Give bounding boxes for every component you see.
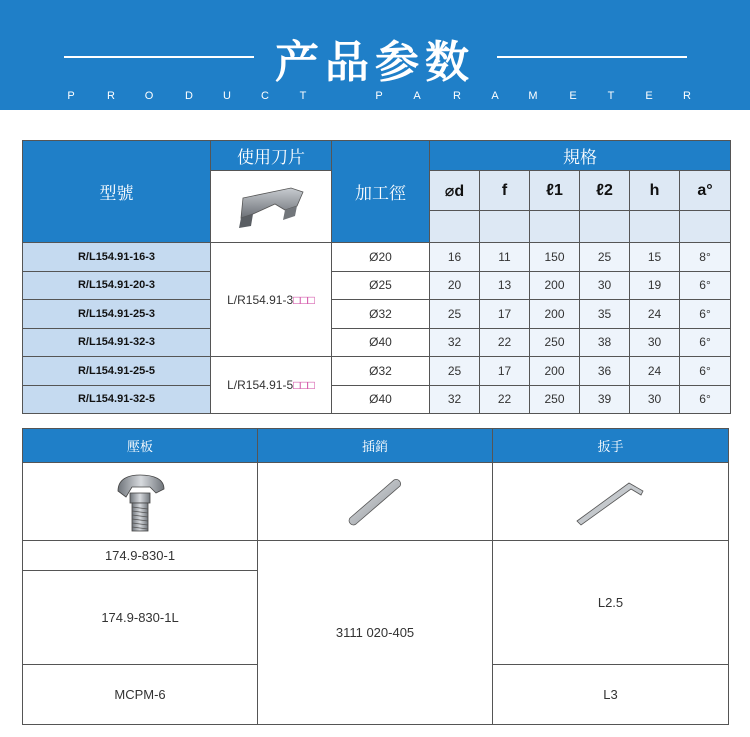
spec-header-d: ⌀d xyxy=(430,171,480,211)
insert-blade-icon xyxy=(231,182,311,232)
spec-h-cell: 24 xyxy=(630,300,680,329)
pin-header: 插銷 xyxy=(258,429,493,463)
diameter-cell: Ø40 xyxy=(332,385,430,414)
spec-header-l2-cont xyxy=(580,211,630,243)
spec-a-cell: 8° xyxy=(680,243,731,272)
diameter-cell: Ø32 xyxy=(332,300,430,329)
blade-image xyxy=(211,171,332,243)
spec-row xyxy=(23,328,731,357)
spec-a-cell: 6° xyxy=(680,385,731,414)
spec-l2-cell: 35 xyxy=(580,300,630,329)
spec-l1-cell: 150 xyxy=(530,243,580,272)
banner-subtitle-letter: E xyxy=(569,90,577,102)
clamp-icon xyxy=(110,469,170,535)
spec-l1-cell: 250 xyxy=(530,385,580,414)
banner-subtitle-letter: R xyxy=(107,90,115,102)
spec-header-f-cont xyxy=(480,211,530,243)
spec-l1-cell: 200 xyxy=(530,357,580,386)
spec-row xyxy=(23,243,731,272)
spec-l1-cell: 200 xyxy=(530,271,580,300)
diameter-cell: Ø20 xyxy=(332,243,430,272)
banner-subtitle-letter: R xyxy=(453,90,461,102)
spec-h-cell: 24 xyxy=(630,357,680,386)
banner-subtitle-letter: E xyxy=(645,90,653,102)
spec-header-d-cont xyxy=(430,211,480,243)
spec-d-cell: 32 xyxy=(430,385,480,414)
spec-d-cell: 16 xyxy=(430,243,480,272)
spec-header-l2: ℓ2 xyxy=(580,171,630,211)
spec-h-cell: 30 xyxy=(630,385,680,414)
spec-f-cell: 13 xyxy=(480,271,530,300)
spec-row xyxy=(23,357,731,386)
parts-table xyxy=(22,428,729,725)
spec-l2-cell: 39 xyxy=(580,385,630,414)
spec-f-cell: 22 xyxy=(480,328,530,357)
spec-a-cell: 6° xyxy=(680,271,731,300)
clamp-header: 壓板 xyxy=(23,429,258,463)
spec-row xyxy=(23,300,731,329)
wrench-part-2: L3 xyxy=(493,665,729,725)
spec-l2-cell: 38 xyxy=(580,328,630,357)
spec-a-cell: 6° xyxy=(680,357,731,386)
spec-f-cell: 17 xyxy=(480,357,530,386)
spec-h-cell: 19 xyxy=(630,271,680,300)
hex-wrench-icon xyxy=(571,477,651,527)
pin-icon xyxy=(340,472,410,532)
spec-l2-cell: 36 xyxy=(580,357,630,386)
spec-header-a: a° xyxy=(680,171,731,211)
spec-l2-cell: 30 xyxy=(580,271,630,300)
spec-header-l1-cont xyxy=(530,211,580,243)
banner-subtitle-letter: R xyxy=(683,90,691,102)
banner-subtitle-letter: M xyxy=(528,90,538,102)
model-cell: R/L154.91-25-3 xyxy=(23,300,211,329)
banner-subtitle-letter: U xyxy=(223,90,231,102)
pin-part: 3111 020-405 xyxy=(258,541,493,725)
col-diameter-header: 加工徑 xyxy=(332,141,430,243)
banner-subtitle-letter: P xyxy=(375,90,383,102)
banner-subtitle-letter: D xyxy=(185,90,193,102)
banner-subtitle-letter: C xyxy=(261,90,269,102)
banner-right-rule xyxy=(497,56,687,58)
clamp-part-2: 174.9-830-1L xyxy=(23,571,258,665)
banner-title: 产品参数 xyxy=(275,37,475,88)
header-banner xyxy=(0,0,750,110)
spec-table xyxy=(22,140,731,414)
spec-row xyxy=(23,385,731,414)
model-cell: R/L154.91-25-5 xyxy=(23,357,211,386)
spec-a-cell: 6° xyxy=(680,328,731,357)
model-cell: R/L154.91-16-3 xyxy=(23,243,211,272)
pin-image xyxy=(258,463,493,541)
banner-subtitle-letter: P xyxy=(67,90,75,102)
spec-l2-cell: 25 xyxy=(580,243,630,272)
banner-subtitle-letter: A xyxy=(491,90,499,102)
wrench-part-1: L2.5 xyxy=(493,541,729,665)
spec-row xyxy=(23,271,731,300)
blade-code-suffix: □□□ xyxy=(293,292,315,307)
spec-header-h-cont xyxy=(630,211,680,243)
wrench-header: 扳手 xyxy=(493,429,729,463)
spec-d-cell: 25 xyxy=(430,357,480,386)
spec-header-a-cont xyxy=(680,211,731,243)
spec-a-cell: 6° xyxy=(680,300,731,329)
clamp-part-3: MCPM-6 xyxy=(23,665,258,725)
blade-code-suffix: □□□ xyxy=(293,378,315,392)
col-specs-header: 規格 xyxy=(430,141,731,171)
diameter-cell: Ø32 xyxy=(332,357,430,386)
banner-subtitle-letter: O xyxy=(144,90,154,102)
blade-code-cell xyxy=(211,357,332,414)
spec-d-cell: 25 xyxy=(430,300,480,329)
col-model-header: 型號 xyxy=(23,141,211,243)
clamp-part-1: 174.9-830-1 xyxy=(23,541,258,571)
wrench-image xyxy=(493,463,729,541)
spec-f-cell: 17 xyxy=(480,300,530,329)
spec-h-cell: 15 xyxy=(630,243,680,272)
spec-f-cell: 22 xyxy=(480,385,530,414)
spec-h-cell: 30 xyxy=(630,328,680,357)
blade-code-prefix: L/R154.91-5 xyxy=(227,378,294,392)
spec-header-f: f xyxy=(480,171,530,211)
banner-subtitle-letter: T xyxy=(299,90,307,102)
banner-subtitle-letter: A xyxy=(413,90,421,102)
model-cell: R/L154.91-32-5 xyxy=(23,385,211,414)
model-cell: R/L154.91-32-3 xyxy=(23,328,211,357)
model-cell: R/L154.91-20-3 xyxy=(23,271,211,300)
col-blade-header: 使用刀片 xyxy=(211,141,332,171)
banner-subtitle-letter: T xyxy=(607,90,615,102)
diameter-cell: Ø40 xyxy=(332,328,430,357)
clamp-image xyxy=(23,463,258,541)
blade-code-cell xyxy=(211,243,332,357)
spec-header-h: h xyxy=(630,171,680,211)
spec-l1-cell: 250 xyxy=(530,328,580,357)
spec-l1-cell: 200 xyxy=(530,300,580,329)
blade-code-prefix: L/R154.91-3 xyxy=(227,292,294,307)
spec-header-l1: ℓ1 xyxy=(530,171,580,211)
diameter-cell: Ø25 xyxy=(332,271,430,300)
spec-d-cell: 20 xyxy=(430,271,480,300)
spec-d-cell: 32 xyxy=(430,328,480,357)
spec-f-cell: 11 xyxy=(480,243,530,272)
